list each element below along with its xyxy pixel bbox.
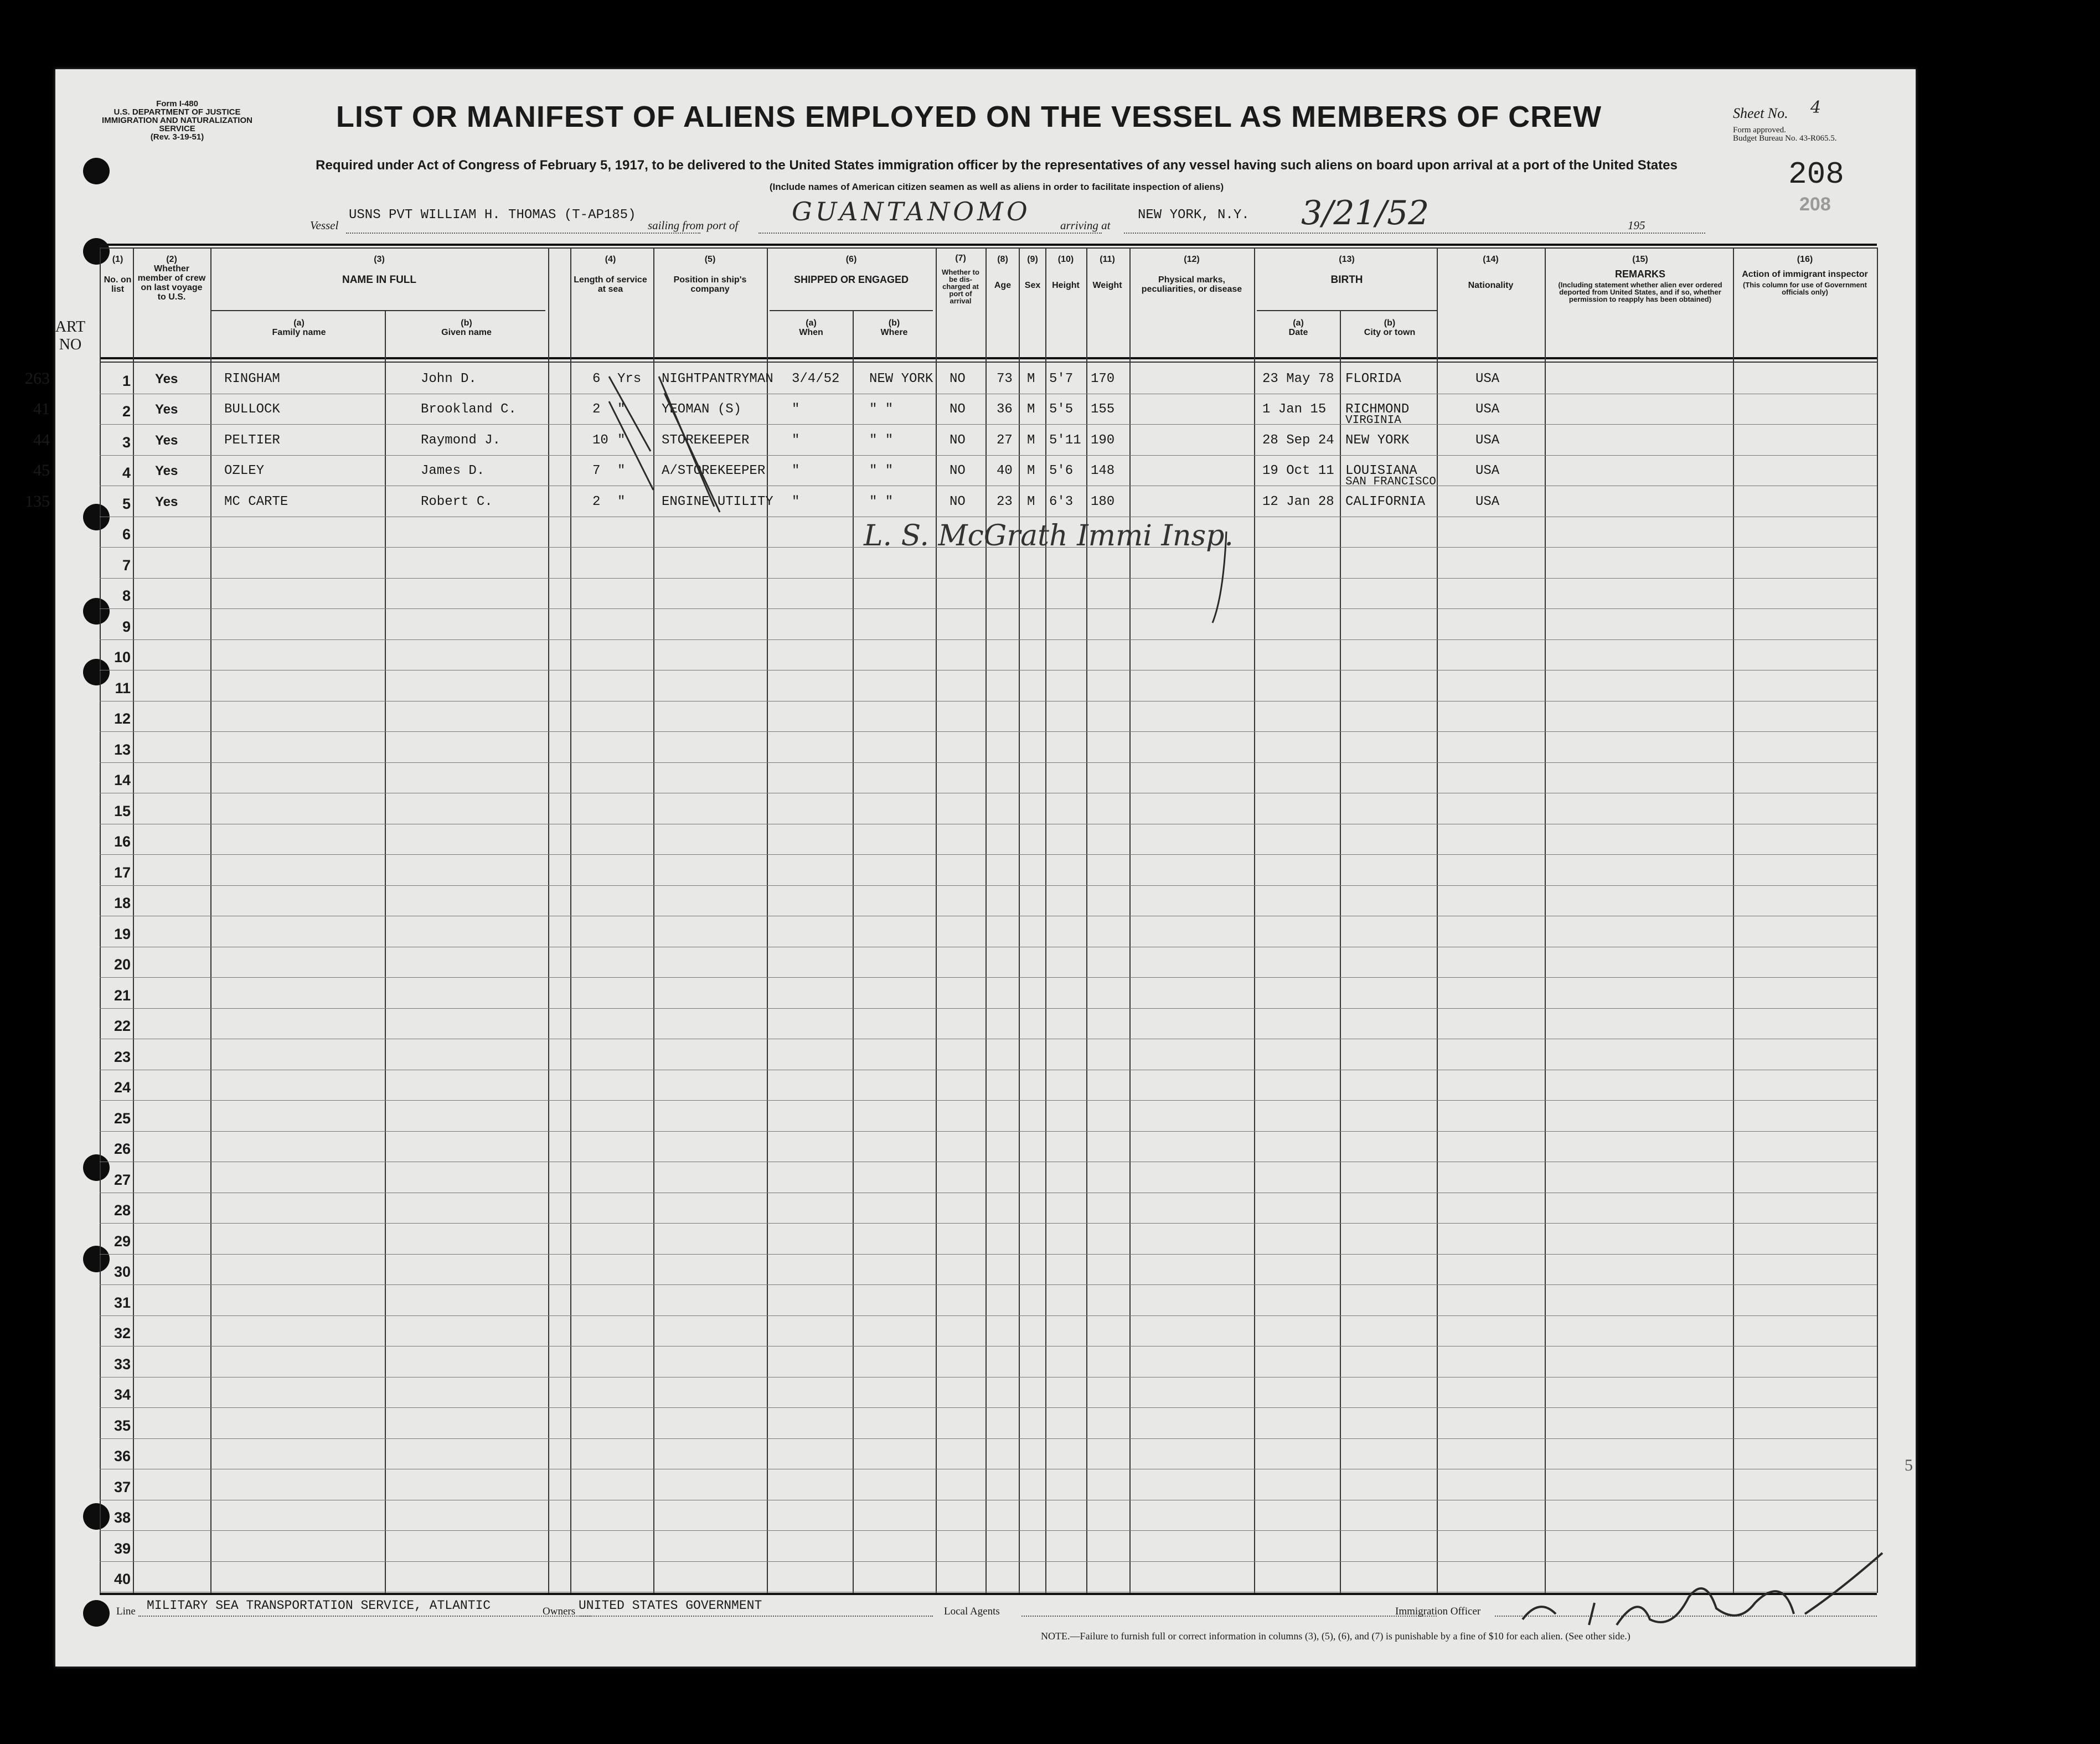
- shipped-when: ": [792, 432, 800, 448]
- handwriting-overlay: [55, 69, 1916, 1666]
- row-number: 20: [113, 956, 131, 973]
- col-number: (2): [166, 255, 177, 264]
- line-value: MILITARY SEA TRANSPORTATION SERVICE, ATLANTIC: [147, 1598, 491, 1613]
- family-name: BULLOCK: [224, 402, 280, 417]
- weight: 148: [1091, 463, 1115, 478]
- age: 73: [997, 371, 1013, 386]
- row-number: 5: [122, 495, 131, 512]
- arrival-date: 3/21/52: [1301, 194, 1430, 233]
- birth-date: 1 Jan 15: [1262, 402, 1327, 417]
- revision: (Rev. 3-19-51): [150, 132, 204, 142]
- weight: 180: [1091, 494, 1115, 509]
- row-number: 19: [113, 925, 131, 942]
- birth-city: RICHMOND: [1345, 402, 1410, 417]
- col-title: Sex: [1024, 281, 1041, 290]
- family-name: RINGHAM: [224, 371, 280, 386]
- height: 5'7: [1049, 371, 1074, 386]
- sex: M: [1027, 494, 1035, 509]
- age: 36: [997, 402, 1013, 417]
- sub-col-title: Where: [880, 328, 908, 337]
- shipped-when: ": [792, 402, 800, 417]
- row-number: 27: [113, 1171, 131, 1188]
- form-number: Form I-480: [156, 99, 198, 109]
- owners-field: [579, 1616, 933, 1617]
- row-number: 40: [113, 1571, 131, 1587]
- tick-marks: [609, 376, 1226, 623]
- col-title: Nationality: [1468, 281, 1514, 290]
- row-number: 4: [122, 465, 131, 481]
- row-number: 26: [113, 1141, 131, 1157]
- discharged: NO: [950, 494, 966, 509]
- art-number: 41: [33, 400, 50, 418]
- row-number: 15: [113, 802, 131, 819]
- row-number: 31: [113, 1294, 131, 1311]
- row-number: 3: [122, 434, 131, 451]
- row-number: 9: [122, 618, 131, 635]
- sub-col-number: (a): [806, 318, 817, 328]
- pencil-stroke: [664, 393, 720, 512]
- line-label: Line: [116, 1606, 136, 1617]
- col-number: (6): [845, 255, 857, 264]
- sub-col-number: (a): [293, 318, 305, 328]
- age: 40: [997, 463, 1013, 478]
- weight: 170: [1091, 371, 1115, 386]
- art-number: 45: [33, 461, 50, 479]
- col-title: Whether member of crew on last voyage to U.S.: [137, 264, 206, 302]
- sheet-label: Sheet No.: [1733, 105, 1788, 121]
- col-number: (15): [1632, 255, 1648, 264]
- row-number: 10: [113, 649, 131, 665]
- local-agents-field: [1021, 1616, 1437, 1617]
- form-title: LIST OR MANIFEST OF ALIENS EMPLOYED ON THE VESSEL AS MEMBERS OF CREW: [336, 100, 1602, 133]
- sheet-number: 4: [1810, 98, 1822, 117]
- col-number: (4): [605, 255, 616, 264]
- col-number: (8): [997, 255, 1008, 264]
- line-field: [138, 1616, 592, 1617]
- age: 23: [997, 494, 1013, 509]
- row-number: 18: [113, 895, 131, 911]
- legal-requirement: Required under Act of Congress of February 5, 1917, to be delivered to the United States immigration officer by the representatives of any vessel having such aliens on board upon arrival at a port of the United States: [316, 158, 1678, 173]
- row-number: 13: [113, 741, 131, 758]
- sailing-label: sailing from port of: [648, 219, 739, 232]
- col-subtitle: (This column for use of Government officials only): [1743, 281, 1867, 296]
- approval-line: Form approved.: [1733, 126, 1786, 135]
- inspector-signature: L. S. McGrath Immi Insp.: [864, 519, 1234, 553]
- birth-city: CALIFORNIA: [1345, 494, 1426, 509]
- family-name: MC CARTE: [224, 494, 288, 509]
- sub-col-title: When: [799, 328, 823, 337]
- sub-col-number: (b): [888, 318, 900, 328]
- shipped-where: NEW YORK: [869, 371, 933, 386]
- family-name: OZLEY: [224, 463, 265, 478]
- given-name: James D.: [421, 463, 485, 478]
- col-number: (5): [704, 255, 716, 264]
- position: NIGHTPANTRYMAN: [662, 371, 773, 386]
- penalty-note: NOTE.—Failure to furnish full or correct information in columns (3), (5), (6), and (7) is punishable by a fine of $10 for each alien. (See other side.): [1041, 1631, 1631, 1642]
- immigration-officer-label: Immigration Officer: [1395, 1606, 1481, 1617]
- birth-city-line2: VIRGINIA: [1345, 414, 1401, 427]
- col-title: Whether to be dis-charged at port of arrival: [942, 268, 979, 305]
- row-number: 36: [113, 1448, 131, 1464]
- service-unit: ": [617, 432, 626, 448]
- sex: M: [1027, 402, 1035, 417]
- weight: 190: [1091, 432, 1115, 448]
- shipped-where: " ": [869, 463, 894, 478]
- signature-stroke: [1523, 1553, 1882, 1625]
- col-number: (16): [1797, 255, 1813, 264]
- sailing-port: GUANTANOMO: [792, 197, 1031, 226]
- row-number: 32: [113, 1325, 131, 1341]
- length-of-service: 10: [592, 432, 608, 448]
- row-number: 39: [113, 1540, 131, 1557]
- birth-city: FLORIDA: [1345, 371, 1401, 386]
- art-number: 44: [33, 430, 50, 449]
- sub-col-title: Family name: [272, 328, 326, 337]
- col-number: (12): [1184, 255, 1200, 264]
- col-number: (9): [1027, 255, 1038, 264]
- col-subtitle: (Including statement whether alien ever ordered deported from United States, and if so, whether permission to reapply has been obtained): [1558, 281, 1722, 303]
- nationality: USA: [1475, 494, 1500, 509]
- row-number: 37: [113, 1478, 131, 1495]
- birth-date: 12 Jan 28: [1262, 494, 1334, 509]
- service: IMMIGRATION AND NATURALIZATION SERVICE: [102, 116, 252, 133]
- birth-city: LOUISIANA: [1345, 463, 1417, 478]
- year-label: 195: [1628, 219, 1645, 232]
- row-number: 1: [122, 372, 131, 389]
- col-title: Length of service at sea: [574, 275, 647, 294]
- birth-city: NEW YORK: [1345, 432, 1410, 448]
- stamped-page-number: 208: [1788, 157, 1844, 192]
- col-title: NAME IN FULL: [342, 274, 417, 286]
- col-title: Age: [994, 281, 1012, 290]
- officer-signature: [1506, 1542, 1893, 1636]
- col-title: SHIPPED OR ENGAGED: [793, 274, 909, 285]
- sub-col-number: (a): [1293, 318, 1304, 328]
- arriving-label: arriving at: [1060, 219, 1111, 232]
- nationality: USA: [1475, 432, 1500, 448]
- height: 5'6: [1049, 463, 1074, 478]
- length-of-service: 6: [592, 371, 601, 386]
- row-number: 11: [115, 679, 131, 696]
- discharged: NO: [950, 432, 966, 448]
- faint-page-number: 208: [1799, 194, 1831, 215]
- discharged: NO: [950, 402, 966, 417]
- shipped-where: " ": [869, 402, 894, 417]
- discharged: NO: [950, 371, 966, 386]
- length-of-service: 7: [592, 463, 601, 478]
- col-title: Weight: [1092, 281, 1122, 290]
- department: U.S. DEPARTMENT OF JUSTICE: [113, 107, 241, 117]
- vessel-label: Vessel: [310, 219, 339, 232]
- owners-value: UNITED STATES GOVERNMENT: [579, 1598, 762, 1613]
- include-instruction: (Include names of American citizen seamen as well as aliens in order to facilitate inspection of aliens): [769, 182, 1224, 192]
- length-of-service: 2: [592, 494, 601, 509]
- sex: M: [1027, 463, 1035, 478]
- col-title: Position in ship's company: [673, 275, 747, 294]
- position: A/STOREKEEPER: [662, 463, 766, 478]
- position: YEOMAN (S): [662, 402, 742, 417]
- art-number-header: ART NO: [55, 318, 86, 353]
- position: STOREKEEPER: [662, 432, 750, 448]
- birth-city-line2: SAN FRANCISCO: [1345, 476, 1436, 488]
- col-title: Action of immigrant inspector: [1742, 270, 1868, 279]
- col-title: No. on list: [104, 275, 132, 294]
- height: 5'11: [1049, 432, 1081, 448]
- service-unit: ": [617, 463, 626, 478]
- nationality: USA: [1475, 463, 1500, 478]
- sex: M: [1027, 371, 1035, 386]
- height: 5'5: [1049, 402, 1074, 417]
- crew-on-last-voyage: Yes: [155, 494, 178, 509]
- row-number: 28: [113, 1202, 131, 1219]
- art-number: 263: [25, 369, 50, 388]
- row-number: 21: [113, 987, 131, 1004]
- sub-col-title: City or town: [1364, 328, 1416, 337]
- budget-bureau-line: Budget Bureau No. 43-R065.5.: [1733, 134, 1837, 143]
- arriving-port: NEW YORK, N.Y.: [1138, 208, 1250, 223]
- col-number: (13): [1339, 255, 1355, 264]
- shipped-where: " ": [869, 432, 894, 448]
- row-number: 33: [113, 1355, 131, 1373]
- shipped-when: ": [792, 463, 800, 478]
- col-number: (14): [1483, 255, 1499, 264]
- sex: M: [1027, 432, 1035, 448]
- vessel-name: USNS PVT WILLIAM H. THOMAS (T-AP185): [349, 208, 636, 223]
- crew-on-last-voyage: Yes: [155, 463, 178, 478]
- col-title: BIRTH: [1330, 274, 1363, 286]
- col-title: REMARKS: [1614, 269, 1665, 280]
- length-of-service: 2: [592, 402, 601, 417]
- row-number: 34: [113, 1386, 131, 1403]
- shipped-where: " ": [869, 494, 894, 509]
- owners-label: Owners: [543, 1606, 576, 1617]
- row-number: 6: [122, 526, 131, 543]
- nationality: USA: [1475, 371, 1500, 386]
- row-number: 23: [113, 1048, 131, 1065]
- col-number: (11): [1100, 255, 1115, 264]
- given-name: Raymond J.: [421, 432, 501, 448]
- shipped-when: ": [792, 494, 800, 509]
- age: 27: [997, 432, 1013, 448]
- row-number: 8: [122, 587, 131, 604]
- service-unit: ": [617, 402, 626, 417]
- row-number: 7: [122, 556, 131, 574]
- local-agents-label: Local Agents: [944, 1606, 1000, 1617]
- row-number: 29: [113, 1232, 131, 1250]
- birth-date: 23 May 78: [1262, 371, 1334, 386]
- row-number: 24: [113, 1079, 131, 1096]
- weight: 155: [1091, 402, 1115, 417]
- position: ENGINE UTILITY: [662, 494, 773, 509]
- shipped-when: 3/4/52: [792, 371, 840, 386]
- sub-col-number: (b): [461, 318, 472, 328]
- row-number: 30: [113, 1263, 131, 1280]
- given-name: Robert C.: [421, 494, 493, 509]
- discharged: NO: [950, 463, 966, 478]
- margin-mark: 5: [1905, 1456, 1913, 1474]
- nationality: USA: [1475, 402, 1500, 417]
- crew-on-last-voyage: Yes: [155, 432, 178, 448]
- row-number: 17: [113, 864, 131, 881]
- col-number: (7): [955, 254, 966, 263]
- service-unit: Yrs: [617, 371, 642, 386]
- row-number: 38: [113, 1509, 131, 1526]
- crew-on-last-voyage: Yes: [155, 402, 178, 417]
- height: 6'3: [1049, 494, 1074, 509]
- service-unit: ": [617, 494, 626, 509]
- col-number: (10): [1057, 255, 1074, 264]
- row-number: 12: [113, 710, 131, 727]
- manifest-sheet: [25, 69, 1916, 1666]
- art-number: 135: [25, 492, 50, 510]
- given-name: Brookland C.: [421, 402, 517, 417]
- row-number: 35: [113, 1417, 131, 1434]
- given-name: John D.: [421, 371, 477, 386]
- birth-date: 28 Sep 24: [1262, 432, 1334, 448]
- row-number: 16: [113, 833, 131, 850]
- row-number: 25: [113, 1110, 131, 1127]
- sub-col-title: Given name: [441, 328, 492, 337]
- sub-col-title: Date: [1288, 328, 1308, 337]
- birth-date: 19 Oct 11: [1262, 463, 1334, 478]
- row-number: 14: [113, 772, 131, 788]
- sub-col-number: (b): [1384, 318, 1396, 328]
- family-name: PELTIER: [224, 432, 280, 448]
- crew-on-last-voyage: Yes: [155, 371, 178, 386]
- row-number: 2: [122, 403, 131, 420]
- col-number: (3): [374, 255, 385, 264]
- col-title: Height: [1052, 281, 1080, 290]
- col-title: Physical marks, peculiarities, or disease: [1141, 275, 1242, 294]
- row-number: 22: [113, 1018, 131, 1034]
- col-number: (1): [112, 255, 123, 264]
